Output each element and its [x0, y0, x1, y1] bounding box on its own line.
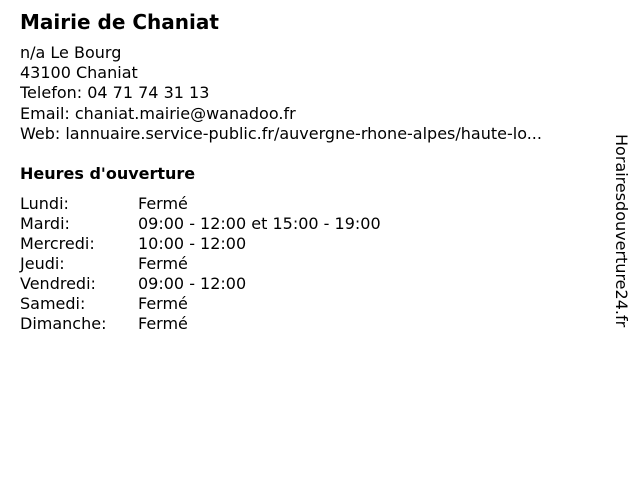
email-line: Email: chaniat.mairie@wanadoo.fr — [20, 103, 296, 123]
site-watermark: Horairesdouverture24.fr — [612, 134, 631, 328]
day-hours: 10:00 - 12:00 — [138, 234, 247, 253]
day-label: Jeudi: — [20, 254, 65, 273]
address-line-2: 43100 Chaniat — [20, 63, 138, 83]
day-hours: Fermé — [138, 254, 188, 273]
day-label: Samedi: — [20, 294, 86, 313]
day-hours: 09:00 - 12:00 et 15:00 - 19:00 — [138, 214, 381, 233]
business-name: Mairie de Chaniat — [20, 10, 219, 34]
hours-row-saturday — [20, 294, 381, 314]
hours-row-tuesday — [20, 214, 381, 234]
opening-hours-list — [20, 194, 381, 334]
hours-row-sunday — [20, 314, 381, 334]
day-label: Lundi: — [20, 194, 69, 213]
contact-block — [20, 43, 542, 144]
hours-row-monday — [20, 194, 381, 214]
day-hours: Fermé — [138, 294, 188, 313]
address-line-1: n/a Le Bourg — [20, 43, 122, 62]
day-label: Mardi: — [20, 214, 70, 233]
day-hours: Fermé — [138, 314, 188, 333]
day-hours: 09:00 - 12:00 — [138, 274, 247, 293]
day-label: Vendredi: — [20, 274, 96, 293]
hours-row-friday — [20, 274, 381, 294]
hours-row-thursday — [20, 254, 381, 274]
hours-row-wednesday — [20, 234, 381, 254]
opening-hours-heading: Heures d'ouverture — [20, 164, 196, 183]
day-hours: Fermé — [138, 194, 188, 213]
phone-line: Telefon: 04 71 74 31 13 — [20, 83, 210, 103]
web-line: Web: lannuaire.service-public.fr/auvergne-rhone-alpes/haute-lo... — [20, 123, 542, 143]
day-label: Dimanche: — [20, 314, 107, 333]
day-label: Mercredi: — [20, 234, 95, 253]
